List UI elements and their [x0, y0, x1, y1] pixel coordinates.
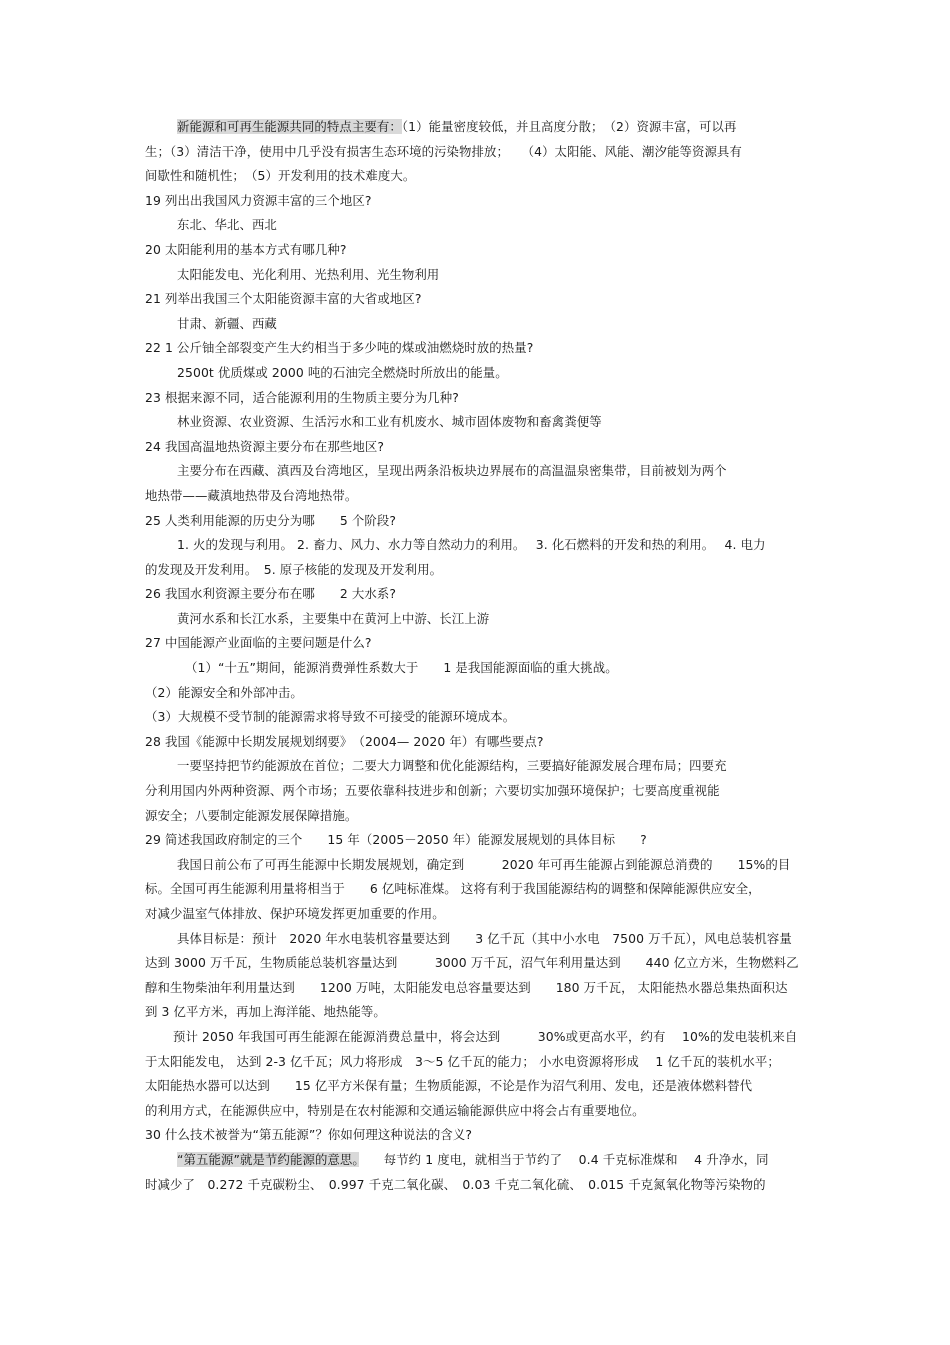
- question-line: 24 我国高温地热资源主要分布在那些地区?: [145, 438, 385, 454]
- question-line: 1. 火的发现与利用。 2. 畜力、风力、水力等自然动力的利用。 3. 化石燃料的开发和热的利用。 4. 电力: [177, 537, 766, 553]
- text-line: 东北、华北、西北: [177, 217, 277, 233]
- text-line: （1）“十五”期间，能源消费弹性系数大于 1 是我国能源面临的重大挑战。: [185, 660, 618, 676]
- text-line: 生；（3）清洁干净，使用中几乎没有损害生态环境的污染物排放； （4）太阳能、风能、潮汐能等资源具有: [145, 143, 742, 159]
- question-line: 20 太阳能利用的基本方式有哪几种?: [145, 241, 347, 257]
- line-rest: （1）能量密度较低，并且高度分散； （2）资源丰富，可以再: [401, 119, 737, 134]
- text-line: 的发现及开发利用。 5. 原子核能的发现及开发利用。: [145, 561, 443, 577]
- text-line: 具体目标是：预计 2020 年水电装机容量要达到 3 亿千瓦（其中小水电 7500 万千瓦），风电总装机容量: [177, 930, 792, 946]
- text-line: 地热带——藏滇地热带及台湾地热带。: [145, 487, 358, 503]
- text-line: 于太阳能发电， 达到 2-3 亿千瓦；风力将形成 3～5 亿千瓦的能力； 小水电资源将形成 1 亿千瓦的装机水平；: [145, 1053, 780, 1069]
- highlighted-phrase: “第五能源”就是节约能源的意思。: [177, 1151, 359, 1167]
- question-line: 19 列出出我国风力资源丰富的三个地区?: [145, 192, 372, 208]
- text-line: 太阳能发电、光化利用、光热利用、光生物利用: [177, 266, 440, 282]
- text-line: 的利用方式，在能源供应中，特别是在农村能源和交通运输能源供应中将会占有重要地位。: [145, 1102, 645, 1118]
- text-line: 主要分布在西藏、滇西及台湾地区，呈现出两条沿板块边界展布的高温温泉密集带，目前被划为两个: [177, 463, 727, 479]
- text-line: 源安全；八要制定能源发展保障措施。: [145, 807, 358, 823]
- paragraph-line-highlighted: [145, 115, 810, 140]
- question-line: 21 列举出我国三个太阳能资源丰富的大省或地区?: [145, 291, 422, 307]
- question-line: 29 简述我国政府制定的三个 15 年（2005－2050 年）能源发展规划的具体目标 ?: [145, 832, 647, 848]
- text-line: 到 3 亿平方米，再加上海洋能、地热能等。: [145, 1004, 386, 1020]
- text-line: 间歇性和随机性； （5）开发利用的技术难度大。: [145, 168, 416, 184]
- text-line: 对减少温室气体排放、保护环境发挥更加重要的作用。: [145, 906, 445, 921]
- question-line: 25 人类利用能源的历史分为哪 5 个阶段?: [145, 512, 397, 528]
- text-line: 预计 2050 年我国可再生能源在能源消费总量中，将会达到 30%或更高水平，约有 10%的发电装机来自: [173, 1028, 798, 1044]
- paragraph-line-highlighted: [145, 1148, 810, 1173]
- question-line: 27 中国能源产业面临的主要问题是什么?: [145, 635, 372, 651]
- text-line: 我国日前公布了可再生能源中长期发展规划，确定到 2020 年可再生能源占到能源总消费的 15%的目: [177, 856, 791, 872]
- text-line: 林业资源、农业资源、生活污水和工业有机废水、城市固体废物和畜禽粪便等: [177, 414, 602, 430]
- text-line: （3）大规模不受节制的能源需求将导致不可接受的能源环境成本。: [145, 709, 516, 725]
- text-line: 标。全国可再生能源利用量将相当于 6 亿吨标准煤。 这将有利于我国能源结构的调整和保障能源供应安全，: [145, 881, 761, 897]
- document-body: [145, 115, 810, 1197]
- text-line: 甘肃、新疆、西藏: [177, 315, 277, 331]
- text-line: 时减少了 0.272 千克碳粉尘、 0.997 千克二氧化碳、 0.03 千克二氧化硫、 0.015 千克氮氧化物等污染物的: [145, 1176, 766, 1192]
- text-line: 分利用国内外两种资源、两个市场；五要依靠科技进步和创新；六要切实加强环境保护；七要高度重视能: [145, 783, 720, 799]
- text-line: 达到 3000 万千瓦，生物质能总装机容量达到 3000 万千瓦，沼气年利用量达到 440 亿立方米，生物燃料乙: [145, 955, 799, 971]
- text-line: （2）能源安全和外部冲击。: [145, 684, 303, 700]
- text-line: 醇和生物柴油年利用量达到 1200 万吨，太阳能发电总容量要达到 180 万千瓦， 太阳能热水器总集热面积达: [145, 979, 788, 995]
- highlighted-phrase: 新能源和可再生能源共同的特点主要有：: [177, 119, 402, 134]
- question-line: 23 根据来源不同，适合能源利用的生物质主要分为几种?: [145, 389, 459, 405]
- question-line: 26 我国水利资源主要分布在哪 2 大水系?: [145, 586, 397, 602]
- text-line: 黄河水系和长江水系，主要集中在黄河上中游、长江上游: [177, 610, 490, 626]
- text-line: 太阳能热水器可以达到 15 亿平方米保有量；生物质能源，不论是作为沼气利用、发电，还是液体燃料替代: [145, 1078, 753, 1094]
- question-line: 30 什么技术被誉为“第五能源”？你如何理这种说法的含义?: [145, 1127, 473, 1143]
- text-line: 一要坚持把节约能源放在首位；二要大力调整和优化能源结构，三要搞好能源发展合理布局；四要充: [177, 758, 727, 774]
- question-line: 22 1 公斤铀全部裂变产生大约相当于多少吨的煤或油燃烧时放的热量?: [145, 340, 534, 356]
- question-line: 2500t 优质煤或 2000 吨的石油完全燃烧时所放出的能量。: [177, 364, 508, 380]
- line-rest: 每节约 1 度电，就相当于节约了 0.4 千克标准煤和 4 升净水，同: [358, 1151, 769, 1167]
- question-line: 28 我国《能源中长期发展规划纲要》 （2004— 2020 年）有哪些要点?: [145, 733, 544, 749]
